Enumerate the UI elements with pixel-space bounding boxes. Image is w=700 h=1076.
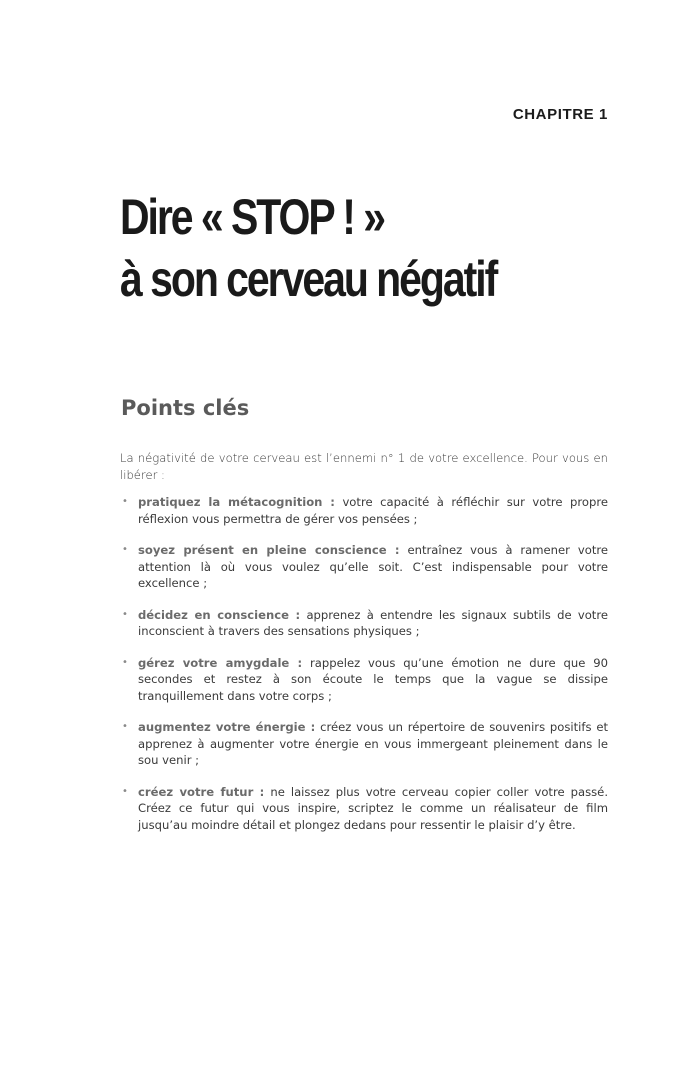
key-point-decidez (120, 607, 608, 640)
chapter-title-line-2: à son cerveau négatif (120, 251, 497, 307)
key-point-text: ne laissez plus votre cerveau copier coller votre passé. Créez ce futur qui vous inspire, scriptez le comme un réalisateur de film jusqu’au moindre détail et plongez dedans pour ressentir le plaisir d’y être. (138, 784, 608, 832)
key-point-text: votre capacité à réfléchir sur votre propre réflexion vous permettra de gérer vos pensées ; (138, 495, 608, 526)
key-point-term: soyez présent en pleine conscience : (138, 543, 400, 557)
key-point-term: augmentez votre énergie : (138, 720, 316, 734)
key-point-term: gérez votre amygdale : (138, 655, 303, 670)
key-point-amygdale (120, 655, 608, 705)
key-point-term: pratiquez la métacognition : (138, 495, 335, 509)
key-point-term: créez votre futur : (138, 784, 265, 799)
key-point-metacognition (120, 494, 608, 527)
bullet-icon: • (122, 721, 128, 732)
key-point-text: apprenez à entendre les signaux subtils de votre inconscient à travers des sensations physiques ; (138, 607, 608, 638)
chapter-label: CHAPITRE 1 (512, 106, 608, 123)
key-point-pleine-conscience (120, 542, 608, 592)
key-points-list (120, 494, 608, 848)
section-heading: Points clés (121, 396, 250, 420)
bullet-icon: • (122, 544, 128, 555)
bullet-icon: • (122, 656, 128, 668)
key-point-text: entraînez vous à ramener votre attention là où vous voulez qu’elle soit. C’est indispensable pour votre excellence ; (138, 543, 609, 590)
chapter-title (120, 186, 514, 310)
bullet-icon: • (122, 785, 128, 797)
key-point-energie (120, 719, 608, 769)
bullet-icon: • (122, 608, 128, 620)
key-point-text: rappelez vous qu’une émotion ne dure que 90 secondes et restez à son écoute le temps que la vague se dissipe tranquillement dans votre corps ; (138, 655, 608, 703)
chapter-title-line-1: Dire « STOP ! » (120, 189, 384, 245)
intro-paragraph: La négativité de votre cerveau est l’ennemi n° 1 de votre excellence. Pour vous en libérer : (120, 451, 608, 482)
key-point-term: décidez en conscience : (138, 607, 301, 622)
key-point-text: créez vous un répertoire de souvenirs positifs et apprenez à augmenter votre énergie en vous immergeant pleinement dans le sou venir ; (138, 720, 608, 767)
key-point-futur (120, 784, 608, 834)
bullet-icon: • (122, 496, 128, 507)
